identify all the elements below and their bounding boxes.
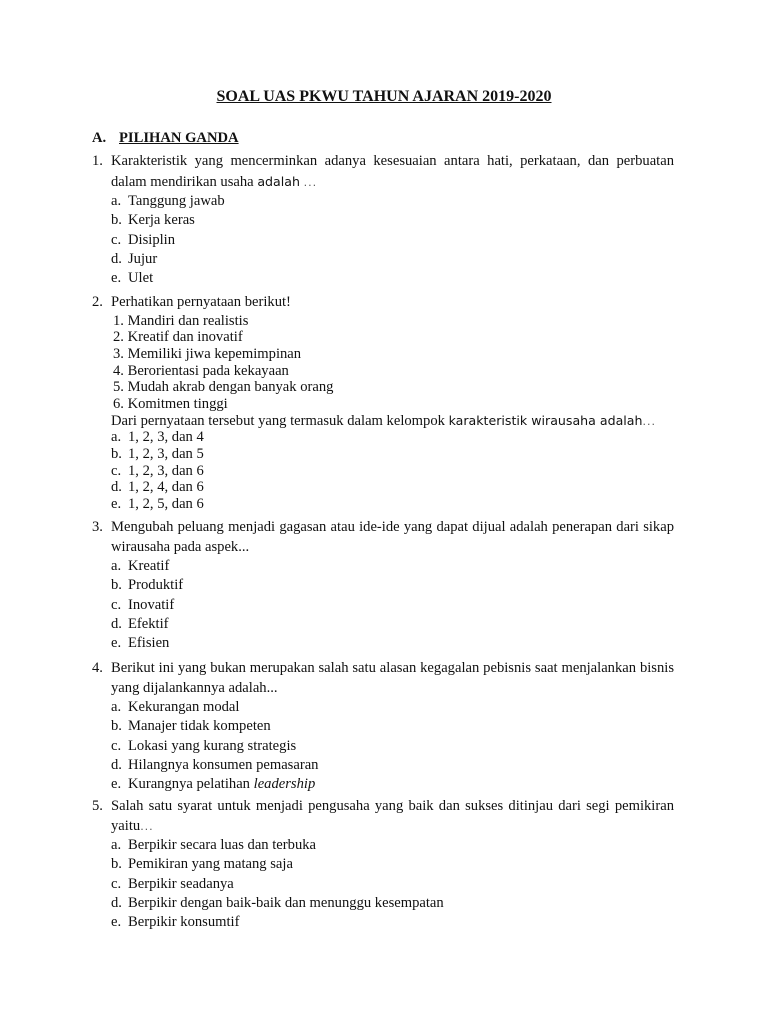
option-a[interactable] [111, 557, 674, 576]
option-a[interactable] [111, 192, 674, 211]
question-3 [92, 518, 674, 653]
option-text: Berpikir konsumtif [128, 914, 240, 931]
statement-6: 6. Komitmen tinggi [113, 395, 228, 412]
option-list [111, 836, 674, 932]
option-text: 1, 2, 5, dan 6 [128, 496, 204, 513]
option-list [111, 557, 674, 653]
option-italic-word: leadership [253, 776, 316, 793]
section-heading [92, 130, 239, 147]
question-number: 5. [92, 798, 103, 814]
option-letter: d. [111, 479, 122, 496]
option-letter: b. [111, 718, 122, 735]
option-b[interactable] [111, 855, 674, 874]
option-e[interactable] [111, 913, 674, 932]
sub-stem-dots: ... [642, 414, 656, 428]
option-letter: a. [111, 429, 122, 446]
option-text: 1, 2, 3, dan 4 [128, 429, 204, 446]
option-text: Inovatif [128, 596, 175, 613]
option-c[interactable] [111, 596, 674, 615]
option-e[interactable] [111, 775, 674, 794]
option-text: Disiplin [128, 231, 176, 248]
option-letter: d. [111, 250, 122, 267]
option-b[interactable] [111, 576, 674, 595]
question-stem-dots: ... [140, 819, 154, 833]
option-letter: d. [111, 894, 122, 911]
option-text: Kerja keras [128, 212, 195, 229]
option-letter: e. [111, 270, 122, 287]
question-2 [92, 293, 674, 513]
option-c[interactable] [111, 737, 674, 756]
option-text: Lokasi yang kurang strategis [128, 737, 297, 754]
option-letter: e. [111, 635, 122, 652]
option-text: Jujur [128, 250, 158, 267]
option-text: Hilangnya konsumen pemasaran [128, 756, 319, 773]
question-1 [92, 152, 674, 288]
question-stem [111, 152, 674, 192]
option-letter: e. [111, 914, 122, 931]
option-text: Manajer tidak kompeten [128, 718, 271, 735]
question-stem-text: Karakteristik yang mencerminkan adanya kesesuaian antara hati, perkataan, dan perbuatan dalam mendirikan usaha [111, 153, 674, 190]
option-letter: a. [111, 558, 122, 574]
option-b[interactable] [111, 211, 674, 230]
question-number: 2. [92, 294, 103, 310]
statement-4: 4. Berorientasi pada kekayaan [113, 362, 289, 379]
option-text: Ulet [128, 270, 154, 287]
statement-3: 3. Memiliki jiwa kepemimpinan [113, 345, 302, 362]
option-letter: c. [111, 737, 122, 754]
option-text: Kekurangan modal [128, 699, 240, 715]
option-letter: b. [111, 577, 122, 594]
option-list [111, 429, 674, 512]
option-e[interactable] [111, 269, 674, 288]
option-letter: c. [111, 462, 122, 479]
question-number: 1. [92, 153, 103, 169]
option-letter: c. [111, 231, 122, 248]
option-text: Efisien [128, 635, 170, 652]
option-a[interactable] [111, 429, 674, 446]
option-letter: c. [111, 596, 122, 613]
option-c[interactable] [111, 875, 674, 894]
question-stem [111, 797, 674, 836]
option-e[interactable] [111, 634, 674, 653]
question-stem: Perhatikan pernyataan berikut! [111, 294, 291, 310]
option-text: Berpikir secara luas dan terbuka [128, 837, 317, 853]
question-number: 3. [92, 519, 103, 535]
option-letter: a. [111, 837, 122, 853]
option-letter: a. [111, 193, 122, 209]
option-letter: e. [111, 776, 122, 793]
option-b[interactable] [111, 446, 674, 463]
option-text: 1, 2, 3, dan 6 [128, 462, 204, 479]
option-d[interactable] [111, 894, 674, 913]
option-text: 1, 2, 4, dan 6 [128, 479, 204, 496]
statement-1: 1. Mandiri dan realistis [113, 312, 249, 329]
option-text: Berpikir seadanya [128, 875, 234, 892]
option-list [111, 192, 674, 288]
option-text: Berpikir dengan baik-baik dan menunggu kesempatan [128, 894, 444, 911]
option-text: Efektif [128, 615, 169, 632]
section-name: PILIHAN GANDA [119, 130, 239, 146]
question-stem: Berikut ini yang bukan merupakan salah satu alasan kegagalan pebisnis saat menjalankan bisnis yang dijalankannya adalah... [111, 660, 674, 696]
statement-2: 2. Kreatif dan inovatif [113, 329, 243, 346]
question-stem-text: Salah satu syarat untuk menjadi pengusaha yang baik dan sukses ditinjau dari segi pemikiran yaitu [111, 798, 674, 834]
option-letter: b. [111, 856, 122, 873]
option-text: Pemikiran yang matang saja [128, 856, 293, 873]
option-letter: d. [111, 615, 122, 632]
option-d[interactable] [111, 479, 674, 496]
option-b[interactable] [111, 717, 674, 736]
option-d[interactable] [111, 756, 674, 775]
statement-5: 5. Mudah akrab dengan banyak orang [113, 379, 334, 396]
option-text: Kreatif [128, 558, 170, 574]
option-a[interactable] [111, 836, 674, 855]
option-letter: e. [111, 496, 122, 513]
document-title [0, 88, 768, 106]
option-letter: d. [111, 756, 122, 773]
option-d[interactable] [111, 615, 674, 634]
option-c[interactable] [111, 231, 674, 250]
sub-stem-text: Dari pernyataan tersebut yang termasuk dalam kelompok [111, 412, 445, 429]
option-d[interactable] [111, 250, 674, 269]
option-letter: b. [111, 212, 122, 229]
sub-stem-tail: karakteristik wirausaha adalah [448, 412, 643, 428]
option-c[interactable] [111, 463, 674, 480]
question-4 [92, 659, 674, 794]
option-e[interactable] [111, 496, 674, 513]
option-letter: a. [111, 699, 122, 715]
question-number: 4. [92, 660, 103, 676]
option-text: Kurangnya pelatihan [128, 776, 250, 793]
question-5 [92, 797, 674, 932]
option-text: Tanggung jawab [128, 193, 225, 209]
option-letter: b. [111, 446, 122, 462]
option-text: Produktif [128, 577, 184, 594]
option-text: 1, 2, 3, dan 5 [128, 446, 204, 462]
question-sub-stem [111, 413, 674, 430]
option-a[interactable] [111, 698, 674, 717]
option-letter: c. [111, 875, 122, 892]
question-stem: Mengubah peluang menjadi gagasan atau ide-ide yang dapat dijual adalah penerapan dari sikap wirausaha pada aspek... [111, 519, 674, 555]
title-text: SOAL UAS PKWU TAHUN AJARAN 2019-2020 [216, 88, 552, 105]
section-letter: A. [92, 130, 107, 146]
question-stem-tail: adalah [257, 173, 300, 189]
option-list [111, 698, 674, 794]
question-stem-dots: ... [303, 175, 318, 189]
